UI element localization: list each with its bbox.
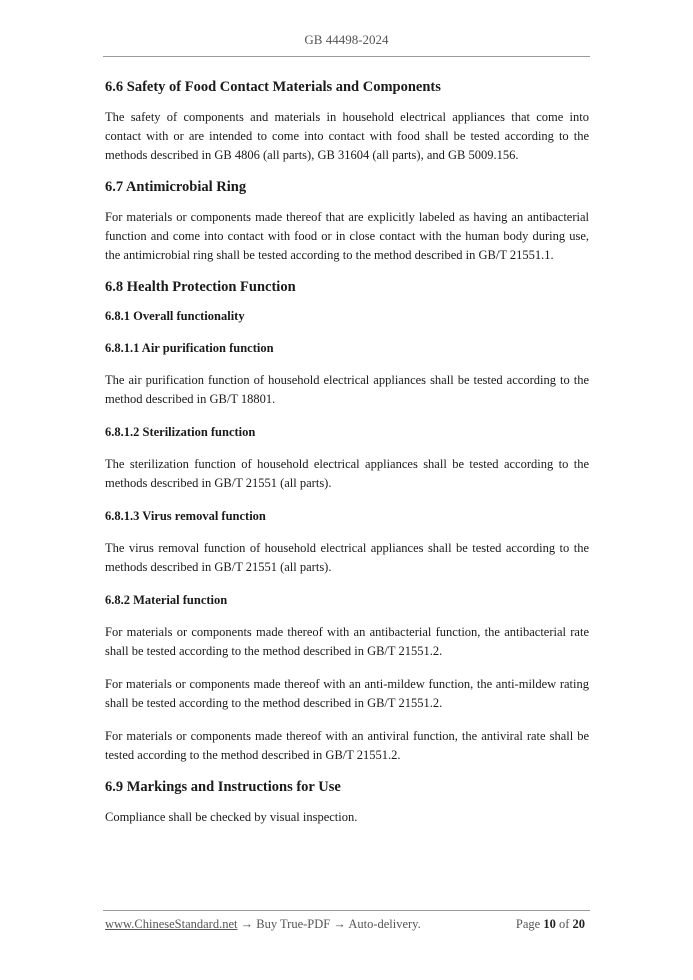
current-page: 10 — [543, 917, 556, 931]
section-6-8-1-2-text: The sterilization function of household electrical appliances shall be tested according to the methods described in GB/T 21551 (all parts). — [105, 457, 589, 490]
footer-divider — [103, 910, 590, 911]
section-6-8-1-3-text: The virus removal function of household electrical appliances shall be tested according to the methods described in GB/T 21551 (all parts). — [105, 541, 589, 574]
section-6-7-text: For materials or components made thereof that are explicitly labeled as having an antibacterial function and come into contact with food or in close contact with the human body during use, the antimicrobial ring shall be tested according to the method described in GB/T 21551.1. — [105, 210, 589, 262]
section-6-8-heading: 6.8 Health Protection Function — [105, 279, 296, 295]
of-label: of — [558, 917, 570, 931]
section-6-8-1-1-text: The air purification function of household electrical appliances shall be tested according to the method described in GB/T 18801. — [105, 373, 589, 406]
section-6-8-2-antiviral-text: For materials or components made thereof with an antiviral function, the antiviral rate shall be tested according to the method described in GB/T 21551.2. — [105, 729, 589, 762]
section-6-8-1-heading: 6.8.1 Overall functionality — [105, 309, 245, 323]
section-6-8-2-anti-mildew-text: For materials or components made thereof with an anti-mildew function, the anti-mildew rating shall be tested according to the method described in GB/T 21551.2. — [105, 677, 589, 710]
buy-pdf-text: Buy True-PDF — [256, 917, 331, 931]
section-6-8-1-2-heading: 6.8.1.2 Sterilization function — [105, 425, 256, 439]
section-6-6-heading: 6.6 Safety of Food Contact Materials and Components — [105, 79, 441, 95]
total-pages: 20 — [572, 917, 585, 931]
arrow-right-icon: → — [240, 917, 254, 931]
section-6-8-1-3-heading: 6.8.1.3 Virus removal function — [105, 509, 266, 523]
section-6-7-heading: 6.7 Antimicrobial Ring — [105, 179, 247, 195]
section-6-8-2-antibacterial-text: For materials or components made thereof with an antibacterial function, the antibacterial rate shall be tested according to the method described in GB/T 21551.2. — [105, 625, 589, 658]
section-6-8-2-heading: 6.8.2 Material function — [105, 593, 228, 607]
section-6-9-text: Compliance shall be checked by visual inspection. — [105, 810, 358, 824]
site-link[interactable]: www.ChineseStandard.net — [105, 917, 238, 931]
footer-promo — [105, 917, 421, 932]
auto-delivery-text: Auto-delivery. — [348, 917, 421, 931]
arrow-right-icon: → — [333, 917, 346, 931]
header-divider — [103, 56, 590, 57]
page-content — [105, 78, 589, 827]
page-header — [0, 32, 693, 48]
page-label: Page — [515, 917, 541, 931]
section-6-8-1-1-heading: 6.8.1.1 Air purification function — [105, 341, 274, 355]
page-number — [516, 917, 585, 932]
document-code: GB 44498-2024 — [304, 32, 389, 47]
section-6-6-text: The safety of components and materials in household electrical appliances that come into contact with or are intended to come into contact with food shall be tested according to the methods described in GB 4806 (all parts), GB 31604 (all parts), and GB 5009.156. — [105, 110, 589, 162]
section-6-9-heading: 6.9 Markings and Instructions for Use — [105, 779, 341, 795]
